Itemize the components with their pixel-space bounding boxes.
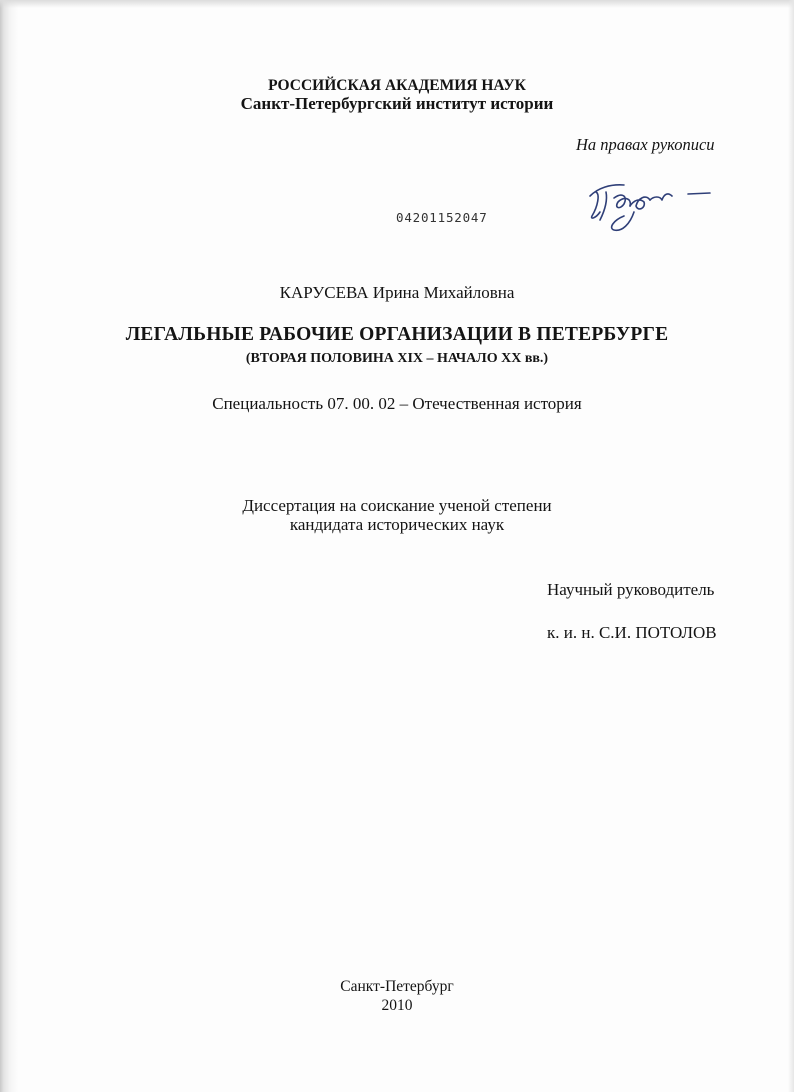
institute-name: Санкт-Петербургский институт истории <box>240 94 554 113</box>
specialty: Специальность 07. 00. 02 – Отечественная история <box>212 394 582 413</box>
handwritten-signature <box>584 172 724 238</box>
advisor-label: Научный руководитель <box>547 580 715 599</box>
thesis-subtitle: (ВТОРАЯ ПОЛОВИНА XIX – НАЧАЛО XX вв.) <box>245 351 549 366</box>
scan-edge-right <box>788 0 794 1092</box>
publication-year: 2010 <box>381 997 413 1014</box>
organization-name: РОССИЙСКАЯ АКАДЕМИЯ НАУК <box>268 77 526 94</box>
catalog-number: 04201152047 <box>396 210 488 225</box>
advisor-name: к. и. н. С.И. ПОТОЛОВ <box>547 623 717 642</box>
scan-edge-left <box>0 0 18 1092</box>
degree-line-2: кандидата исторических наук <box>289 515 505 534</box>
manuscript-note: На правах рукописи <box>576 135 715 154</box>
thesis-title: ЛЕГАЛЬНЫЕ РАБОЧИЕ ОРГАНИЗАЦИИ В ПЕТЕРБУРГЕ <box>125 324 669 345</box>
author-name: КАРУСЕВА Ирина Михайловна <box>279 283 515 302</box>
publication-city: Санкт-Петербург <box>340 978 454 995</box>
scan-edge-top <box>0 0 794 8</box>
degree-line-1: Диссертация на соискание ученой степени <box>242 496 552 515</box>
